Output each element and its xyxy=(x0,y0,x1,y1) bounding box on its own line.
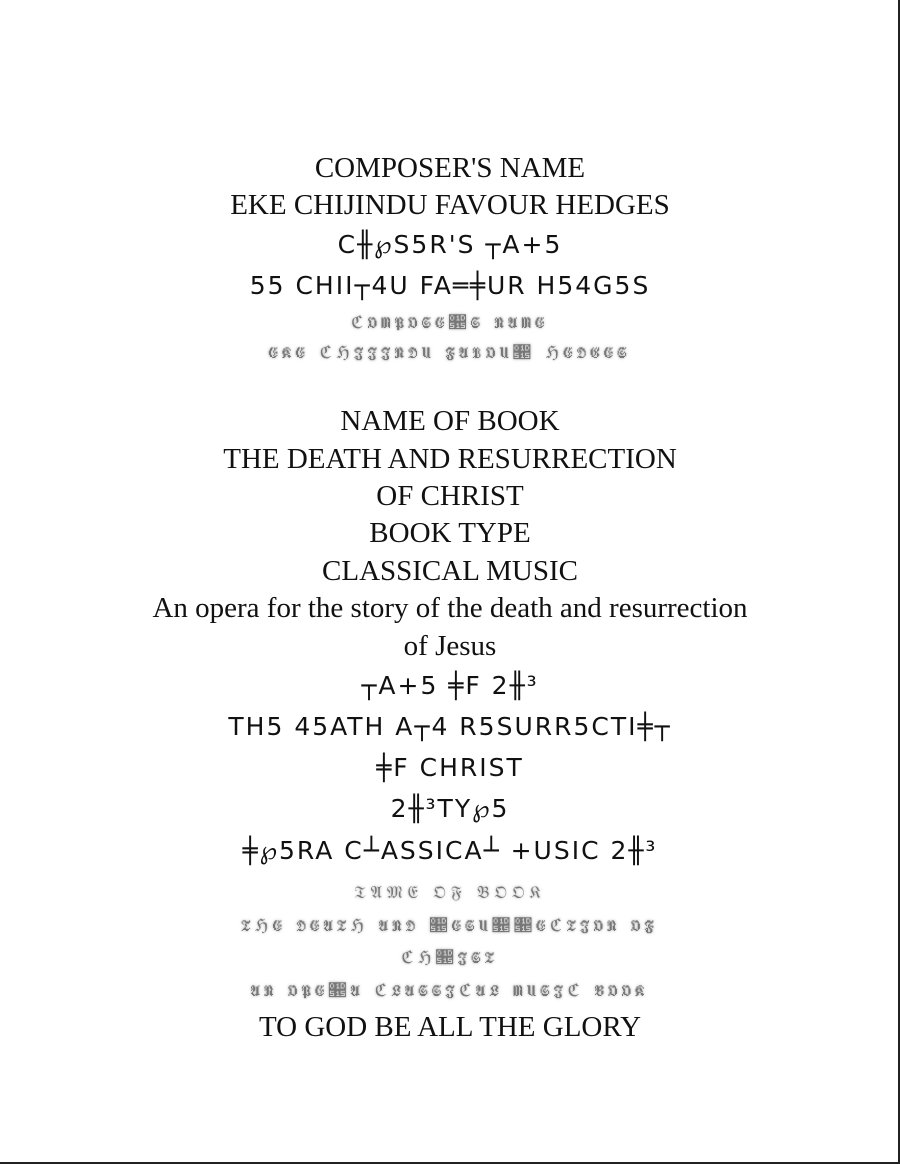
book-title-line2: OF CHRIST xyxy=(376,480,524,512)
book-name-label: NAME OF BOOK xyxy=(340,405,560,437)
ornate-book-description: 𝔄𝔑 𝔒𝔓𝔈𝔕𝔄 ℭ𝔏𝔄𝔖𝔖𝔍ℭ𝔄𝔏 𝔐𝔘𝔖𝔍ℭ 𝔅𝔒𝔒𝔎 xyxy=(251,981,649,1001)
book-type-label: BOOK TYPE xyxy=(369,517,531,549)
book-type-value: CLASSICAL MUSIC xyxy=(322,555,578,587)
garbled-book-label: ┬A+5 ╪F 2╫³ xyxy=(361,671,539,700)
book-description-line2: of Jesus xyxy=(403,630,497,662)
ornate-composer-label: ℭ𝔒𝔐𝔓𝔒𝔖𝔈𝔕𝔖 𝔑𝔄𝔐𝔈 xyxy=(351,313,549,333)
garbled-book-title2: ╪F CHRIST xyxy=(376,753,524,782)
garbled-book-type: 2╫³TY℘5 xyxy=(390,794,510,823)
ornate-book-title1: 𝔗ℌ𝔈 𝔇𝔈𝔄𝔗ℌ 𝔄𝔑𝔇 𝔕𝔈𝔖𝔘𝔕𝔕𝔈ℭ𝔗𝔍𝔒𝔑 𝔒𝔉 xyxy=(241,916,659,936)
garbled-composer-name: 55 CHII┬4U FA═╪UR H54G5S xyxy=(249,271,651,300)
dedication: TO GOD BE ALL THE GLORY xyxy=(258,1011,642,1043)
composer-label: COMPOSER'S NAME xyxy=(314,152,586,184)
ornate-book-label: 𝔗𝔄𝔐𝔈 𝔒𝔉 𝔅𝔒𝔒𝔎 xyxy=(354,883,546,903)
composer-name: EKE CHIJINDU FAVOUR HEDGES xyxy=(230,189,670,221)
garbled-book-description: ╪℘5RA C┴ASSICA┴ +USIC 2╫³ xyxy=(242,836,658,865)
garbled-book-title1: TH5 45ATH A┬4 R5SURR5CTI╪┬ xyxy=(228,712,672,741)
book-description-line1: An opera for the story of the death and resurrection xyxy=(152,592,748,624)
book-title-line1: THE DEATH AND RESURRECTION xyxy=(223,443,677,475)
ornate-composer-name: 𝔈𝔎𝔈 ℭℌ𝔍𝔍𝔍𝔑𝔇𝔘 𝔉𝔄𝔙𝔒𝔘𝔕 ℌ𝔈𝔇𝔊𝔈𝔖 xyxy=(268,343,632,363)
garbled-composer-label: C╫℘S5R'S ┬A+5 xyxy=(337,230,563,259)
ornate-book-title2: ℭℌ𝔕𝔍𝔖𝔗 xyxy=(401,948,499,968)
